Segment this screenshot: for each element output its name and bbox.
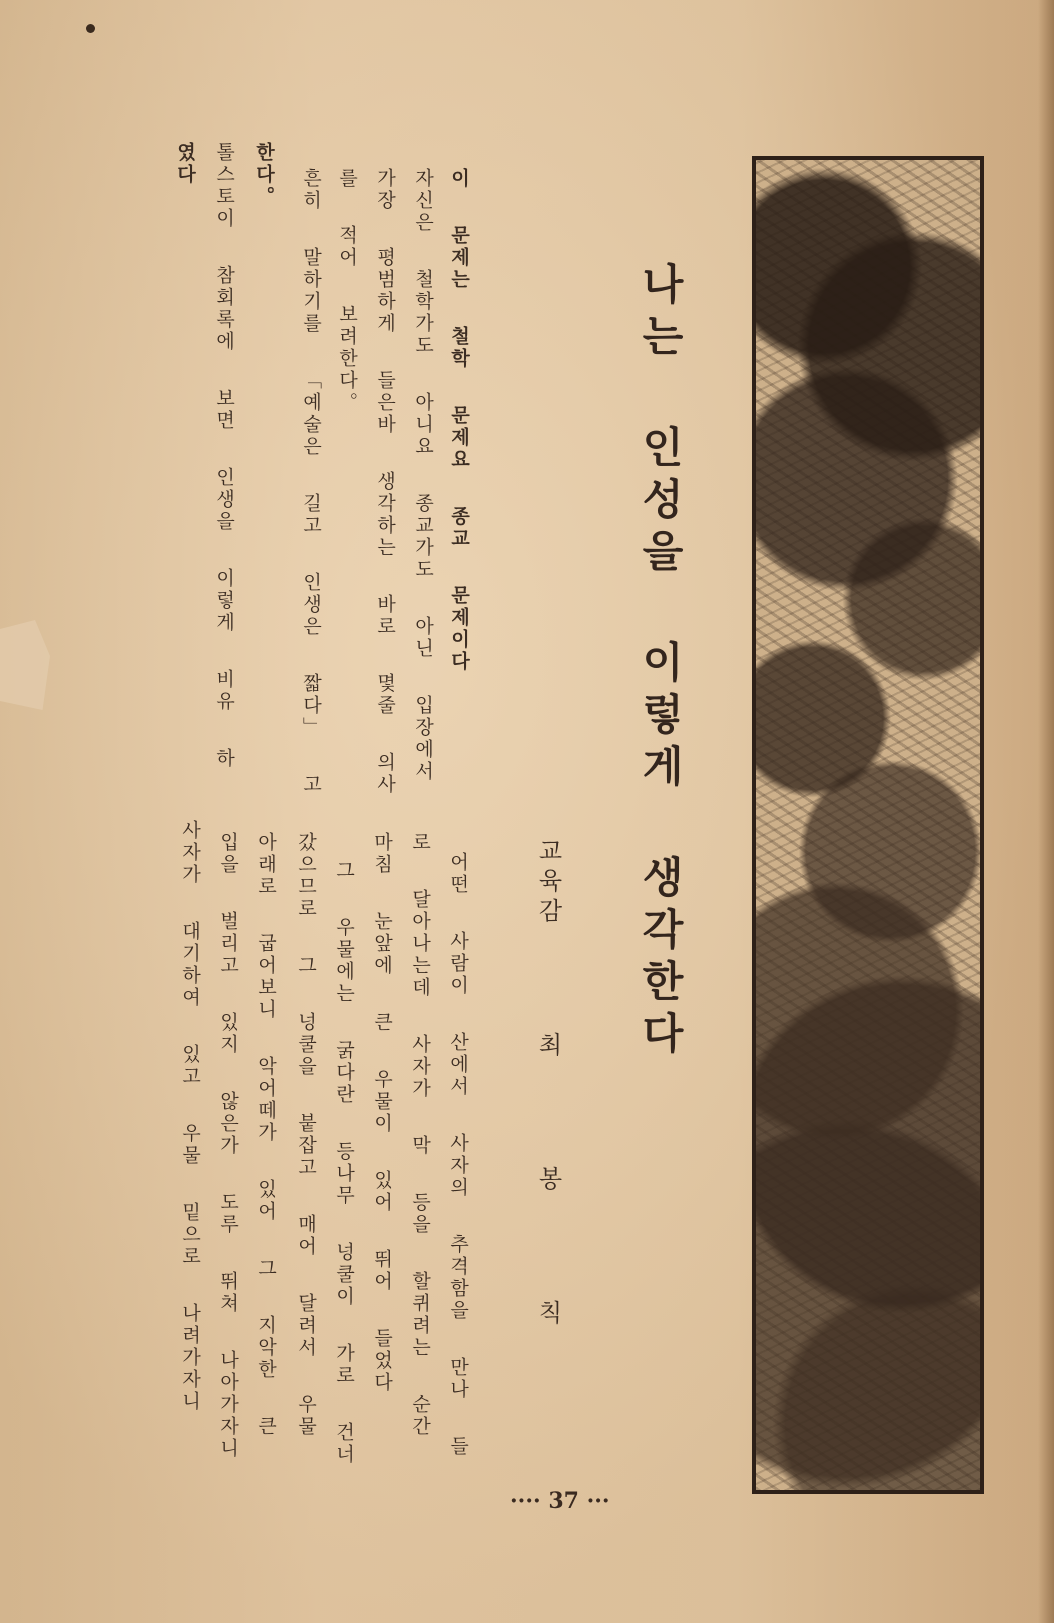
text-column: 어떤 사람이 산에서 사자의 추격함을 만나 들 xyxy=(447,852,469,1458)
text-column: 를 적어 보려한다。 xyxy=(336,168,358,414)
text-column: 였다 xyxy=(174,142,196,186)
text-column: 자신은 철학가도 아니요 종교가도 아닌 입장에서 xyxy=(412,168,434,783)
text-column: 입을 벌리고 있지 않은가 도루 뛰쳐 나아가자니 xyxy=(217,832,239,1460)
ink-spot xyxy=(86,24,95,33)
text-column: 마침 눈앞에 큰 우물이 있어 뛰어 들었다 xyxy=(371,832,393,1394)
text-column: 이 문제는 철학 문제요 종교 문제이다 xyxy=(448,168,470,673)
page-number-prefix: ···· xyxy=(510,1488,541,1514)
paper-tear xyxy=(0,620,50,710)
page-edge-shadow xyxy=(1038,0,1054,1623)
woodcut-illustration xyxy=(752,156,984,1494)
text-column: 로 달아나는데 사자가 막 등을 할퀴려는 순간 xyxy=(409,832,431,1438)
text-column: 톨스토이 참회록에 보면 인생을 이렇게 비유 하 xyxy=(213,142,235,770)
page-number xyxy=(510,1488,610,1514)
text-column: 한다。 xyxy=(253,142,275,208)
article-title: 나는 인성을 이렇게 생각한다 xyxy=(636,262,685,1063)
text-column: 그 우물에는 굵다란 등나무 넝쿨이 가로 건너 xyxy=(333,860,355,1466)
text-column: 가장 평범하게 들은바 생각하는 바로 몇줄 의사 xyxy=(374,168,396,796)
text-column: 사자가 대기하여 있고 우물 밑으로 나려가자니 xyxy=(179,820,201,1413)
page-number-value: 37 xyxy=(548,1488,579,1514)
article-author: 교육감 최 봉 칙 xyxy=(534,838,562,1330)
text-column: 흔히 말하기를 「예술은 길고 인생은 짧다」 고 xyxy=(300,168,322,796)
text-column: 갔으므로 그 넝쿨을 붙잡고 매어 달려서 우물 xyxy=(295,832,317,1438)
text-column: 아래로 굽어보니 악어떼가 있어 그 지악한 큰 xyxy=(255,832,277,1438)
page-number-suffix: ··· xyxy=(586,1488,610,1514)
